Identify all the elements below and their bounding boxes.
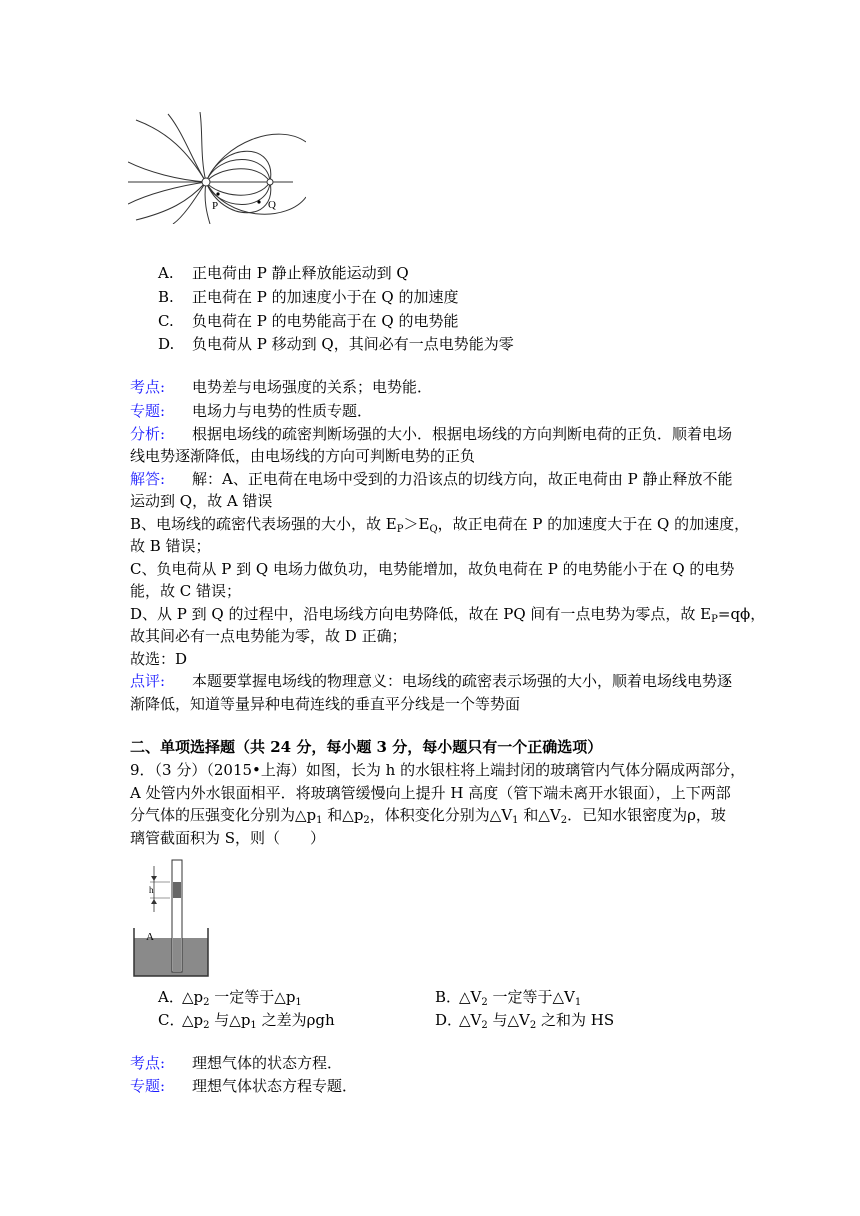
zhuanti-label: 专题: — [130, 402, 166, 420]
subscript: 2 — [203, 997, 210, 1008]
q8-jieda-3 — [130, 513, 749, 541]
subscript: 2 — [560, 815, 568, 826]
option-text: 正电荷在 P 的加速度小于在 Q 的加速度 — [192, 288, 459, 306]
text: 一定等于△V — [487, 988, 575, 1006]
option-letter: A． — [158, 988, 184, 1006]
zhuanti-label: 专题: — [130, 1077, 166, 1095]
text: 分气体的压强变化分别为△p — [130, 806, 317, 824]
q9-option-c — [158, 1009, 335, 1037]
text: 之差为ρgh — [256, 1011, 335, 1029]
subscript: 2 — [363, 815, 370, 826]
text: 之和为 HS — [536, 1011, 615, 1029]
option-text: 负电荷在 P 的电势能高于在 Q 的电势能 — [192, 312, 459, 330]
text: 与△V — [487, 1011, 530, 1029]
q9-option-d — [435, 1009, 614, 1037]
option-text: 负电荷从 P 移动到 Q，其间必有一点电势能为零 — [192, 335, 514, 353]
q8-jieda-9: 故选：D — [130, 650, 188, 668]
kaodian-label: 考点: — [130, 378, 166, 396]
option-letter: C． — [158, 1011, 185, 1029]
subscript: 1 — [316, 815, 323, 826]
q8-jieda-4: 故 B 错误； — [130, 537, 211, 555]
option-letter: D． — [435, 1011, 463, 1029]
subscript: 1 — [512, 815, 519, 826]
text: 和△V — [518, 806, 561, 824]
text: ，故正电荷在 P 的加速度大于在 Q 的加速度， — [437, 515, 750, 533]
text: △V — [459, 988, 482, 1006]
figure2-label-a: A — [146, 931, 154, 943]
subscript: 2 — [529, 1020, 537, 1031]
q8-kaodian — [130, 376, 432, 398]
q9-stem-4: 璃管截面积为 S，则（ ） — [130, 829, 326, 847]
q8-option-c — [158, 310, 458, 332]
option-letter: D. — [158, 335, 175, 353]
text: D、从 P 到 Q 的过程中，沿电场线方向电势降低，故在 PQ 间有一点电势为零点，故 E — [130, 605, 712, 623]
text: ＞E — [403, 515, 430, 533]
q8-fenxi-2: 线电势逐渐降低，由电场线的方向可判断电势的正负 — [130, 447, 476, 465]
subscript: 1 — [295, 997, 302, 1008]
kaodian-text: 理想气体的状态方程． — [192, 1054, 343, 1072]
q9-stem-2: A 处管内外水银面相平．将玻璃管缓慢向上提升 H 高度（管下端未离开水银面），上下两部 — [130, 784, 731, 802]
text: ，体积变化分别为△V — [369, 806, 513, 824]
mercury-tube-figure — [132, 852, 212, 980]
q8-jieda — [130, 468, 732, 490]
figure1-label-q: Q — [268, 199, 276, 211]
fenxi-text-1: 根据电场线的疏密判断场强的大小．根据电场线的方向判断电荷的正负．顺着电场 — [192, 425, 733, 443]
q8-jieda-8: 故其间必有一点电势能为零，故 D 正确； — [130, 627, 407, 645]
text: 与△p — [209, 1011, 251, 1029]
q8-dianping-2: 渐降低，知道等量异种电荷连线的垂直平分线是一个等势面 — [130, 695, 521, 713]
subscript: 1 — [574, 997, 582, 1008]
section-heading: 二、单项选择题（共 24 分，每小题 3 分，每小题只有一个正确选项） — [130, 738, 603, 756]
q9-kaodian — [130, 1052, 342, 1074]
jieda-text-1: 解：A、正电荷在电场中受到的力沿该点的切线方向，故正电荷由 P 静止释放不能 — [192, 470, 733, 488]
option-letter: C. — [158, 312, 174, 330]
text: =qϕ， — [717, 605, 766, 623]
figure1-label-p: P — [212, 200, 219, 212]
text: ．已知水银密度为ρ，玻 — [567, 806, 726, 824]
option-letter: A. — [158, 264, 174, 282]
fenxi-label: 分析: — [130, 425, 166, 443]
kaodian-text: 电势差与电场强度的关系；电势能． — [192, 378, 433, 396]
text: B、电场线的疏密代表场强的大小，故 E — [130, 515, 397, 533]
text: △V — [459, 1011, 482, 1029]
subscript: 2 — [481, 997, 488, 1008]
option-letter: B． — [435, 988, 462, 1006]
option-letter: B. — [158, 288, 174, 306]
text: 一定等于△p — [209, 988, 296, 1006]
subscript: P — [396, 524, 404, 535]
dianping-text-1: 本题要掌握电场线的物理意义：电场线的疏密表示场强的大小，顺着电场线电势逐 — [192, 672, 733, 690]
zhuanti-text: 理想气体状态方程专题． — [192, 1077, 358, 1095]
q8-jieda-2: 运动到 Q，故 A 错误 — [130, 492, 273, 510]
q8-dianping — [130, 670, 732, 692]
q9-zhuanti — [130, 1075, 357, 1097]
option-text: 正电荷由 P 静止释放能运动到 Q — [192, 264, 409, 282]
q8-zhuanti — [130, 400, 372, 422]
q8-fenxi — [130, 423, 732, 445]
electric-field-figure — [128, 112, 306, 224]
subscript: 1 — [250, 1020, 257, 1031]
subscript: 2 — [203, 1020, 210, 1031]
subscript: Q — [429, 524, 438, 535]
text: △p — [182, 988, 204, 1006]
zhuanti-text: 电场力与电势的性质专题． — [192, 402, 373, 420]
q8-option-a — [158, 262, 409, 284]
q8-jieda-5: C、负电荷从 P 到 Q 电场力做负功，电势能增加，故负电荷在 P 的电势能小于在 Q 的电势 — [130, 560, 735, 578]
figure2-label-h: h — [149, 885, 154, 895]
q8-option-d — [158, 333, 514, 355]
text: △p — [182, 1011, 204, 1029]
q8-jieda-6: 能，故 C 错误； — [130, 582, 242, 600]
q8-option-b — [158, 286, 458, 308]
kaodian-label: 考点: — [130, 1054, 166, 1072]
subscript: P — [711, 614, 718, 625]
q9-stem-1: 9．（3 分）（2015•上海）如图，长为 h 的水银柱将上端封闭的玻璃管内气体分隔成两部分， — [130, 761, 746, 779]
subscript: 2 — [481, 1020, 488, 1031]
dianping-label: 点评: — [130, 672, 166, 690]
jieda-label: 解答: — [130, 470, 166, 488]
text: 和△p — [322, 806, 364, 824]
